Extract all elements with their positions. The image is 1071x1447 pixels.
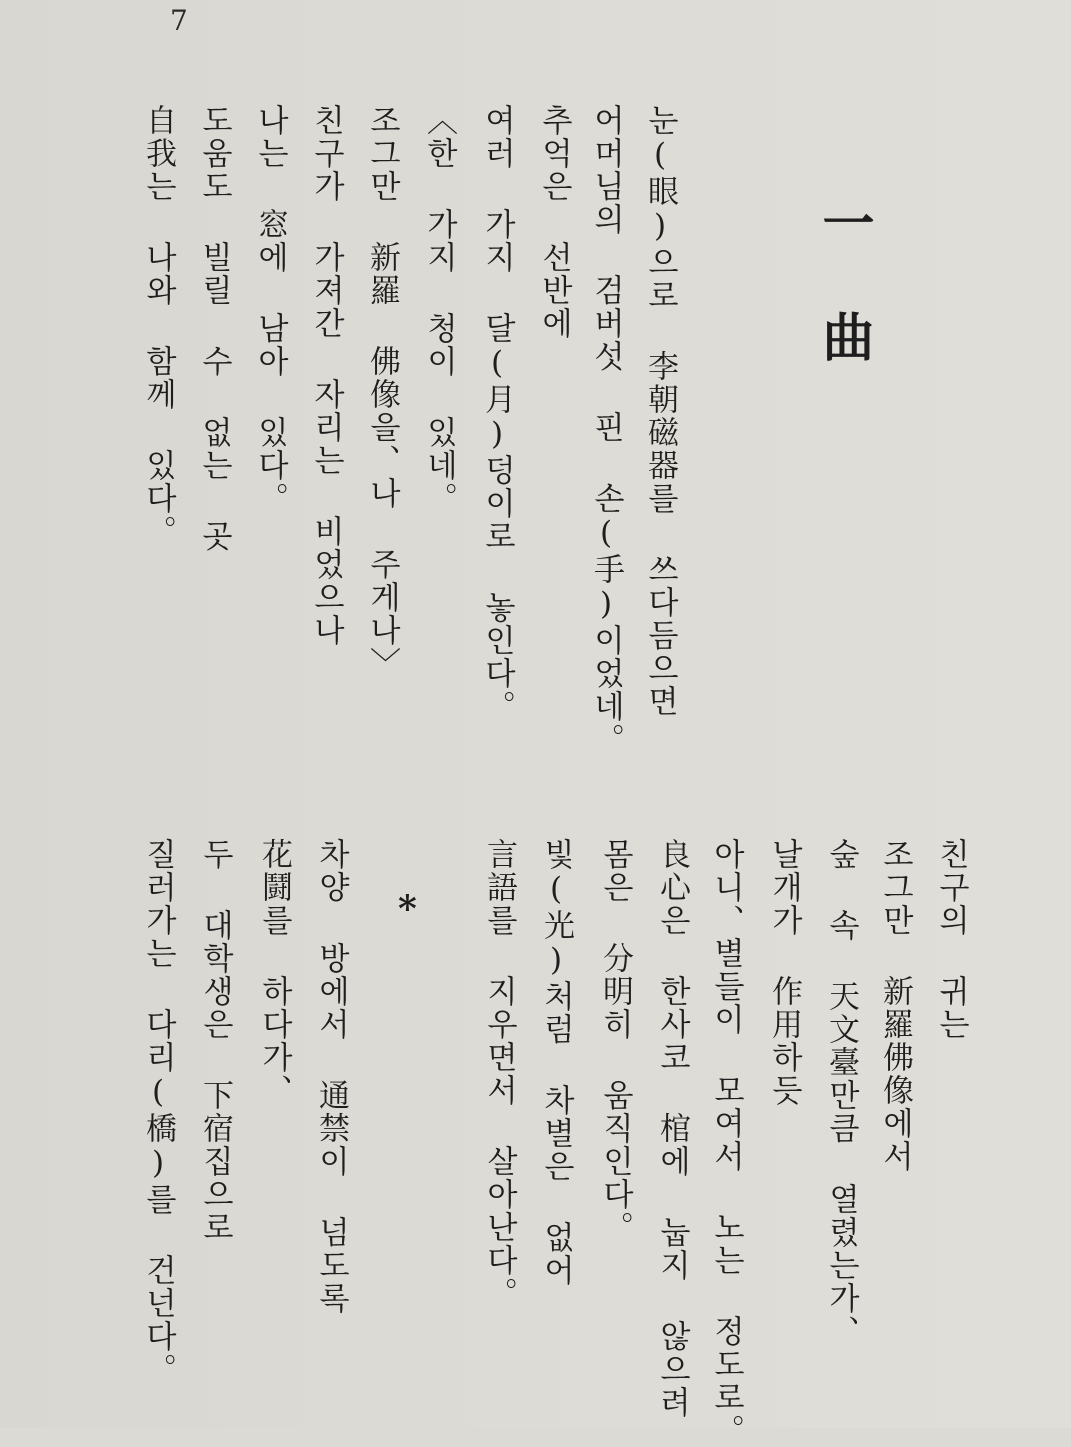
poem-line: 질러가는 다리(橋)를 건넌다。 (140, 838, 176, 1386)
poem-line: 花鬪를 하다가、 (256, 838, 292, 1107)
poem-line: 조그만 新羅 佛像을、나 주게나〉 (364, 104, 400, 680)
poem-title: 一 曲 (813, 196, 874, 385)
poem-line: 친구가 가져간 자리는 비었으나 (308, 104, 344, 647)
poem-line: 몸은 分明히 움직인다。 (597, 838, 633, 1244)
poem-line: 아니、별들이 모여서 노는 정도로。 (708, 838, 744, 1447)
page-number: 7 (170, 4, 188, 37)
poem-line: 친구의 귀는 (933, 838, 969, 1041)
poem-line: 날개가 作用하듯 (766, 838, 802, 1107)
poem-line: 여러 가지 달(月)덩이로 놓인다。 (479, 104, 515, 723)
poem-line: 빛(光)처럼 차별은 없어 (538, 838, 574, 1287)
poem-line: 조그만 新羅佛像에서 (877, 838, 913, 1173)
poem-line: 自我는 나와 함께 있다。 (140, 104, 176, 548)
poem-line: 숲 속 天文臺만큼 열렸는가、 (823, 838, 859, 1348)
poem-line: 良心은 한사코 棺에 눕지 않으려 (654, 838, 690, 1419)
poem-line: 추억은 선반에 (536, 104, 572, 340)
poem-line: 두 대학생은 下宿집으로 (197, 838, 233, 1244)
poem-line: 言語를 지우면서 살아난다。 (481, 838, 517, 1310)
poem-line: 도움도 빌릴 수 없는 곳 (196, 104, 232, 553)
poem-line: 〈한 가지 청이 있네。 (421, 104, 457, 515)
poem-line: 눈(眼)으로 李朝磁器를 쓰다듬으면 (642, 104, 678, 718)
section-separator: * (398, 888, 417, 930)
poem-line: 어머님의 검버섯 핀 손(手)이었네。 (588, 104, 624, 756)
poem-line: 나는 窓에 남아 있다。 (252, 104, 288, 515)
poem-line: 차양 방에서 通禁이 넘도록 (313, 838, 349, 1315)
